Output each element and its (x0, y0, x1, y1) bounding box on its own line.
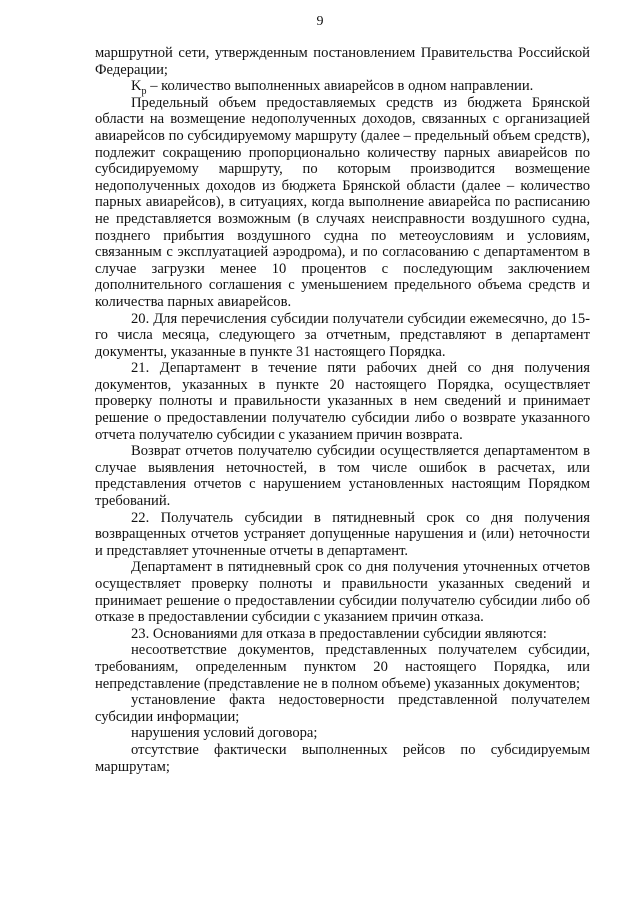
kp-subscript: р (141, 86, 147, 98)
paragraph: 20. Для перечисления субсидии получатели субсидии ежемесячно, до 15-го числа месяца, следующего за отчетным, представляют в департамент документы, указанные в пункте 31 настоящего Порядка. (95, 310, 590, 360)
paragraph: установление факта недостоверности представленной получателем субсидии информации; (95, 692, 590, 725)
paragraph: отсутствие фактически выполненных рейсов по субсидируемым маршрутам; (95, 741, 590, 775)
document-body (95, 45, 590, 775)
paragraph-kp-definition (95, 78, 590, 98)
paragraph: Возврат отчетов получателю субсидии осуществляется департаментом в случае выявления неточностей, в том числе ошибок в расчетах, или представления отчетов с нарушением установленных настоящим Порядком требований. (95, 443, 590, 510)
paragraph: маршрутной сети, утвержденным постановлением Правительства Российской Федерации; (95, 45, 590, 78)
kp-definition-text: – количество выполненных авиарейсов в одном направлении. (146, 78, 534, 95)
paragraph: 21. Департамент в течение пяти рабочих дней со дня получения документов, указанных в пункте 20 настоящего Порядка, осуществляет проверку полноты и правильности указанных в нем сведений и принимает решение о предоставлении получателю субсидии либо о возврате указанного отчета получателю субсидии с указанием причин возврата. (95, 360, 590, 443)
paragraph: Департамент в пятидневный срок со дня получения уточненных отчетов осуществляет проверку полноты и правильности указанных сведений и принимает решение о предоставлении субсидии получателю субсидии либо об отказе в предоставлении субсидии с указанием причин отказа. (95, 559, 590, 626)
paragraph: 23. Основаниями для отказа в предоставлении субсидии являются: (131, 625, 547, 642)
page-number: 9 (316, 14, 324, 29)
paragraph: Предельный объем предоставляемых средств из бюджета Брянской области на возмещение недополученных доходов, связанных с организацией авиарейсов по субсидируемому маршруту (далее – предельный объем средств), подлежит сокращению пропорционально количеству парных авиарейсов по субсидируемому маршруту, по которым производится возмещение недополученных доходов из бюджета Брянской области (далее – количество парных авиарейсов), в ситуациях, когда выполнение авиарейса по расписанию не представляется возможным (в случаях неисправности воздушного судна, позднего прибытия воздушного судна по метеоусловиям и условиям, связанным с эксплуатацией аэродрома), и по согласованию с департаментом в случае загрузки менее 10 процентов с последующим заключением дополнительного соглашения с уменьшением предельного объема средств и количества парных авиарейсов. (95, 94, 590, 310)
paragraph: несоответствие документов, представленных получателем субсидии, требованиям, определенным пунктом 20 настоящего Порядка, или непредставление (представление не в полном объеме) указанных документов; (95, 642, 590, 692)
paragraph: 22. Получатель субсидии в пятидневный срок со дня получения возвращенных отчетов устраняет допущенные нарушения и (или) неточности и представляет уточненные отчеты в департамент. (95, 509, 590, 559)
paragraph: нарушения условий договора; (131, 725, 318, 742)
kp-symbol: K (131, 78, 142, 95)
